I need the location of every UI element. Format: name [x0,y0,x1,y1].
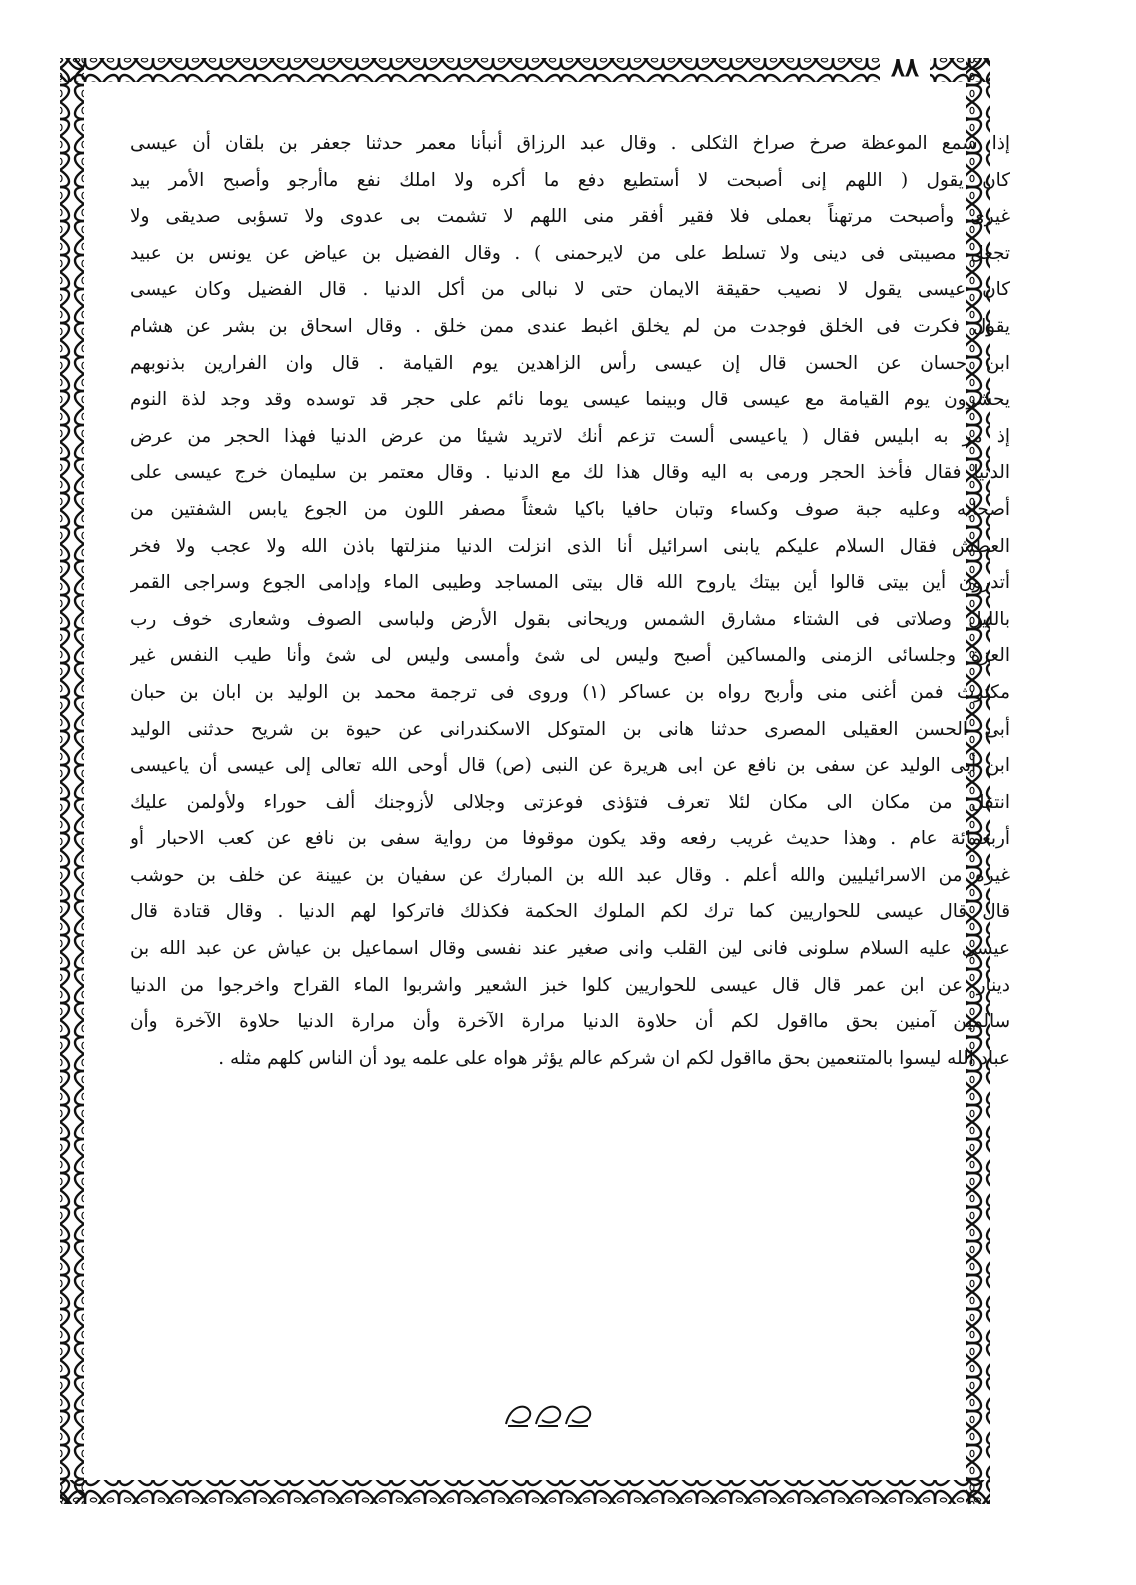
text-line: أصحابه وعليه جبة صوف وكساء وتبان حافيا باكيا شعثاً مصفر اللون من الجوع يابس الشفتين من [130,498,1010,520]
text-line: العطش فقال السلام عليكم يابنى اسرائيل أنا الذى انزلت الدنيا منزلتها باذن الله ولا عجب ولا فخر [130,535,1010,557]
text-line: غيره من الاسرائيليين والله أعلم . وقال عبد الله بن المبارك عن سفيان بن عيينة عن خلف بن حوشب [130,864,1010,886]
text-line: إذا سمع الموعظة صرخ صراخ الثكلى . وقال عبد الرزاق أنبأنا معمر حدثنا جعفر بن بلقان أن عيسى [130,133,1010,154]
text-line: غيرى وأصبحت مرتهناً بعملى فلا فقير أفقر منى اللهم لا تشمت بى عدوى ولا تسؤبى صديقى ولا [130,206,1010,228]
text-line: مكترث فمن أغنى منى وأربح رواه بن عساكر (١) وروى فى ترجمة محمد بن الوليد بن ابان بن حبان [130,681,1010,703]
text-line: تجعل مصيبتى فى دينى ولا تسلط على من لايرحمنى ) . وقال الفضيل بن عياض عن يونس بن عبيد [130,242,1010,264]
text-line: سالمين آمنين بحق مااقول لكم أن حلاوة الدنيا مرارة الآخرة وأن مرارة الدنيا حلاوة الآخرة وأن [130,1011,1010,1033]
text-line: إذ مر به ابليس فقال ( ياعيسى ألست تزعم أنك لاتريد شيئا من عرض الدنيا فهذا الحجر من عرض [130,425,1010,447]
text-line: أتدرون أين بيتى قالوا أين بيتك ياروح الله قال بيتى المساجد وطيبى الماء وإدامى الجوع وسراجى القمر [130,572,1010,594]
text-line: كان عيسى يقول لا نصيب حقيقة الايمان حتى لا نبالى من أكل الدنيا . قال الفضيل وكان عيسى [130,279,1010,301]
text-line: ابن حسان عن الحسن قال إن عيسى رأس الزاهدين يوم القيامة . قال وان الفرارين بذنوبهم [130,352,1010,374]
text-line: دينار عن ابن عمر قال قال عيسى للحواريين كلوا خبز الشعير واشربوا الماء القراح واخرجوا من الدنيا [130,974,1010,996]
text-line: بالليل وصلاتى فى الشتاء مشارق الشمس وريحانى بقول الأرض ولباسى الصوف وشعارى خوف رب [130,608,1010,630]
border-top [60,58,990,82]
text-line: ابن أبى الوليد عن سفى بن نافع عن ابى هريرة عن النبى (ص) قال أوحى الله تعالى إلى عيسى أن ياعيسى [130,755,1010,777]
end-ornament-icon [500,1396,596,1432]
text-line: يقول فكرت فى الخلق فوجدت من لم يخلق اغبط عندى ممن خلق . وقال اسحاق بن بشر عن هشام [130,315,1010,337]
text-line: عباد الله ليسوا بالمتنعمين بحق مااقول لكم ان شركم عالم يؤثر هواه على علمه يود أن الناس كلهم مثله . [218,1047,1010,1069]
text-body [130,126,1010,1386]
text-line: كان يقول ( اللهم إنى أصبحت لا أستطيع دفع ما أكره ولا املك نفع ماأرجو وأصبح الأمر بيد [130,169,1010,191]
text-line: قال قال عيسى للحواريين كما ترك لكم الملوك الحكمة فكذلك فاتركوا لهم الدنيا . وقال قتادة قال [130,901,1010,923]
page-number: ٨٨ [880,50,930,86]
text-line: الدنيا فقال فأخذ الحجر ورمى به اليه وقال هذا لك مع الدنيا . وقال معتمر بن سليمان خرج عيسى على [130,462,1010,484]
border-bottom [60,1480,990,1504]
text-line: انتقل من مكان الى مكان لئلا تعرف فتؤذى فوعزتى وجلالى لأزوجنك ألف حوراء ولأولمن عليك [130,791,1010,813]
text-line: يحشرون يوم القيامة مع عيسى قال وبينما عيسى يوما نائم على حجر قد توسده وقد وجد لذة النوم [130,389,1010,411]
text-line: العزة وجلسائى الزمنى والمساكين أصبح وليس لى شئ وأمسى وليس لى شئ وأنا طيب النفس غير [130,645,1010,667]
text-line: أربعمائة عام . وهذا حديث غريب رفعه وقد يكون موقوفا من رواية سفى بن نافع عن كعب الاحبار أو [130,828,1010,850]
border-left [60,58,84,1504]
text-line: عيسى عليه السلام سلونى فانى لين القلب وانى صغير عند نفسى وقال اسماعيل بن عياش عن عبد الله بن [130,938,1010,960]
text-line: أبى الحسن العقيلى المصرى حدثنا هانى بن المتوكل الاسكندرانى عن حيوة بن شريح حدثنى الوليد [130,718,1010,740]
